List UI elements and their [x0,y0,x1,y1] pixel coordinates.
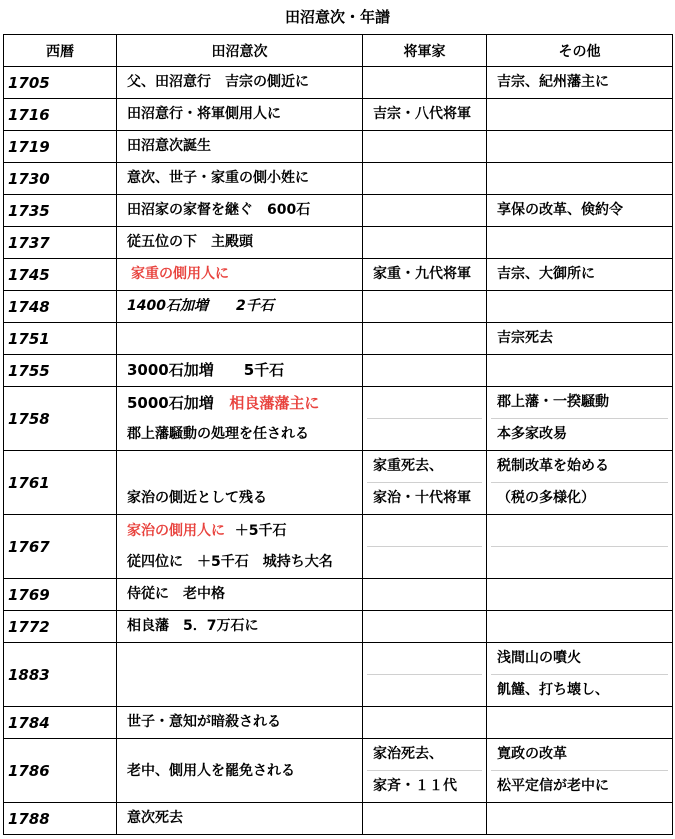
table-row [4,611,673,643]
other-cell [487,707,673,739]
tanuma-cell: 侍従に 老中格 [117,579,363,611]
shogun-cell [363,803,487,835]
shogun-cell: 家治死去、 家斉・１１代 [363,739,487,803]
year-cell: 1788 [4,803,117,835]
year-cell: 1745 [4,259,117,291]
year-cell: 1755 [4,355,117,387]
chronology-table [3,34,673,835]
tanuma-cell: 1400石加増 2千石 [117,291,363,323]
shogun-cell [363,611,487,643]
year-cell: 1705 [4,67,117,99]
shogun-cell [363,355,487,387]
year-cell: 1758 [4,387,117,451]
year-cell: 1716 [4,99,117,131]
tanuma-cell: 田沼意次誕生 [117,131,363,163]
year-cell: 1883 [4,643,117,707]
shogun-cell [363,163,487,195]
table-row [4,259,673,291]
other-cell [487,355,673,387]
table-row [4,387,673,451]
shogun-cell [363,707,487,739]
other-cell: 税制改革を始める （税の多様化） [487,451,673,515]
table-row [4,707,673,739]
table-row [4,131,673,163]
tanuma-cell [117,323,363,355]
table-row [4,355,673,387]
year-cell: 1719 [4,131,117,163]
shogun-cell [363,579,487,611]
other-cell: 吉宗、大御所に [487,259,673,291]
header-tanuma: 田沼意次 [117,35,363,67]
shogun-cell [363,131,487,163]
tanuma-cell: 家治の側近として残る [117,451,363,515]
table-row [4,515,673,579]
header-year: 西暦 [4,35,117,67]
tanuma-cell [117,259,363,291]
shogun-cell [363,67,487,99]
other-cell [487,291,673,323]
year-cell: 1769 [4,579,117,611]
other-cell [487,579,673,611]
table-row [4,451,673,515]
other-cell [487,515,673,579]
shogun-cell: 家重・九代将軍 [363,259,487,291]
tanuma-cell: 老中、側用人を罷免される [117,739,363,803]
tanuma-cell: 5000石加増 相良藩藩主に 郡上藩騒動の処理を任される [117,387,363,451]
table-row [4,739,673,803]
table-row [4,643,673,707]
shogun-cell [363,643,487,707]
year-cell: 1751 [4,323,117,355]
highlight-text: 家治の側用人に [127,522,225,539]
shogun-cell [363,227,487,259]
year-cell: 1761 [4,451,117,515]
tanuma-cell [117,643,363,707]
tanuma-cell: 意次、世子・家重の側小姓に [117,163,363,195]
year-cell: 1767 [4,515,117,579]
shogun-cell [363,323,487,355]
tanuma-cell: 相良藩 5．7万石に [117,611,363,643]
other-cell: 吉宗死去 [487,323,673,355]
table-row [4,291,673,323]
table-row [4,195,673,227]
shogun-cell [363,291,487,323]
tanuma-cell: 家治の側用人に ＋5千石 従四位に ＋5千石 城持ち大名 [117,515,363,579]
other-cell: 寛政の改革 松平定信が老中に [487,739,673,803]
other-cell: 吉宗、紀州藩主に [487,67,673,99]
other-cell [487,131,673,163]
tanuma-cell: 世子・意知が暗殺される [117,707,363,739]
highlight-text: 家重の側用人に [131,266,229,282]
table-row [4,323,673,355]
tanuma-cell: 田沼意行・将軍側用人に [117,99,363,131]
other-cell: 郡上藩・一揆騒動 本多家改易 [487,387,673,451]
shogun-cell [363,195,487,227]
table-row [4,227,673,259]
other-cell [487,227,673,259]
other-cell [487,163,673,195]
year-cell: 1748 [4,291,117,323]
tanuma-cell: 父、田沼意行 吉宗の側近に [117,67,363,99]
tanuma-cell: 従五位の下 主殿頭 [117,227,363,259]
table-row [4,67,673,99]
tanuma-cell: 3000石加増 5千石 [117,355,363,387]
highlight-text: 相良藩藩主に [229,393,320,412]
other-cell [487,803,673,835]
year-cell: 1784 [4,707,117,739]
tanuma-cell: 田沼家の家督を継ぐ 600石 [117,195,363,227]
other-cell [487,611,673,643]
shogun-cell [363,387,487,451]
other-cell: 浅間山の噴火 飢饉、打ち壊し、 [487,643,673,707]
table-row [4,99,673,131]
header-other: その他 [487,35,673,67]
table-row [4,163,673,195]
table-row [4,803,673,835]
header-shogun: 将軍家 [363,35,487,67]
other-cell: 享保の改革、倹約令 [487,195,673,227]
header-row [4,35,673,67]
year-cell: 1786 [4,739,117,803]
shogun-cell [363,515,487,579]
year-cell: 1730 [4,163,117,195]
other-cell [487,99,673,131]
shogun-cell: 吉宗・八代将軍 [363,99,487,131]
shogun-cell: 家重死去、 家治・十代将軍 [363,451,487,515]
table-row [4,579,673,611]
tanuma-cell: 意次死去 [117,803,363,835]
year-cell: 1772 [4,611,117,643]
year-cell: 1735 [4,195,117,227]
page-title: 田沼意次・年譜 [284,8,390,26]
year-cell: 1737 [4,227,117,259]
